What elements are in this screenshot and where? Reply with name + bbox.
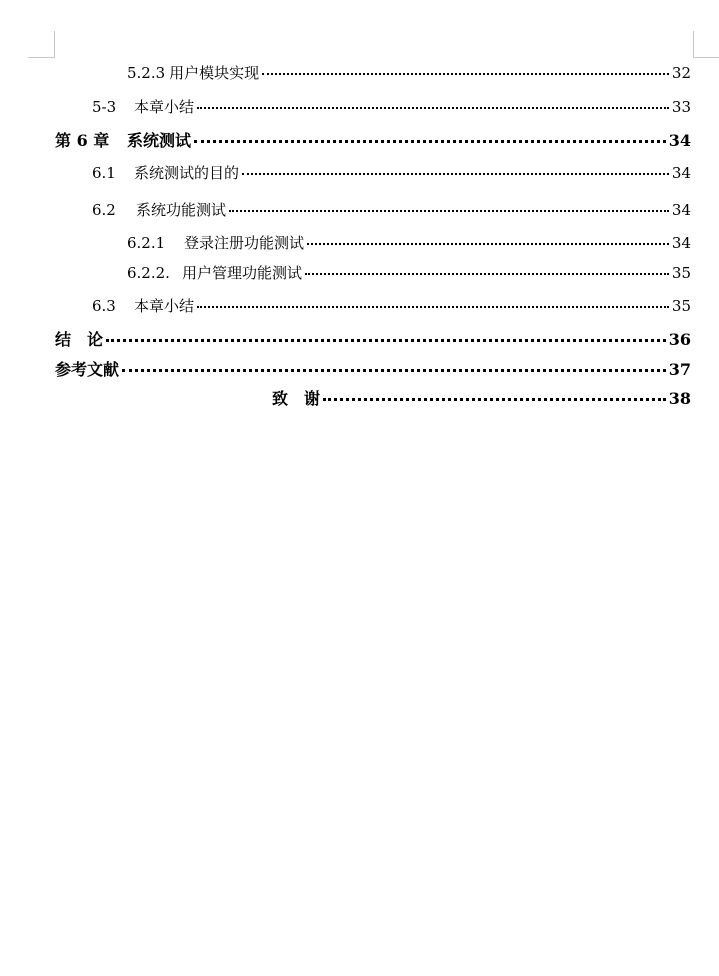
toc-entry-page: 34 [671,164,691,182]
page-corner-mark-top-left [28,31,55,58]
toc-dot-leader [242,173,669,175]
toc-entry-title: 致 谢 [272,389,321,408]
toc-dot-leader [194,140,666,143]
toc-entry-conclusion[interactable] [55,327,691,350]
toc-entry-number: 6.1 [92,164,116,182]
toc-entry-number: 6.2 [92,201,116,219]
toc-entry-number: 6.2.2. [127,264,170,282]
toc-entry-page: 38 [668,389,691,408]
toc-entry-5-2-3[interactable] [127,62,691,83]
toc-entry-6-2-2[interactable] [127,262,691,283]
toc-entry-page: 32 [671,64,691,82]
toc-dot-leader [106,339,666,342]
toc-entry-number: 5-3 [92,98,117,116]
toc-dot-leader [307,243,669,245]
page-corner-mark-top-right [693,31,719,58]
toc-entry-number: 5.2.3 [127,64,166,82]
toc-entry-5-3[interactable] [92,96,691,117]
toc-entry-title: 登录注册功能测试 [184,234,305,252]
toc-entry-number: 6.3 [92,297,116,315]
toc-entry-title: 系统测试的目的 [134,164,240,182]
toc-entry-title: 系统测试 [127,131,192,150]
toc-entry-title: 参考文献 [55,360,120,379]
toc-dot-leader [197,306,669,308]
toc-entry-page: 34 [671,201,691,219]
toc-entry-title: 用户模块实现 [169,64,260,82]
toc-entry-6-1[interactable] [92,162,691,183]
toc-dot-leader [262,73,669,75]
toc-entry-page: 37 [668,360,691,379]
toc-dot-leader [122,369,666,372]
toc-dot-leader [229,210,669,212]
toc-entry-page: 35 [671,264,691,282]
toc-entry-page: 36 [668,330,691,349]
toc-entry-6-2-1[interactable] [127,232,691,253]
toc-entry-title: 本章小结 [134,297,195,315]
toc-entry-title: 结 论 [55,330,104,349]
toc-entry-number: 6.2.1 [127,234,166,252]
toc-entry-page: 34 [668,131,691,150]
toc-dot-leader [197,107,669,109]
toc-entry-chapter-6[interactable] [55,128,691,151]
toc-entry-title: 用户管理功能测试 [182,264,303,282]
toc-dot-leader [305,273,669,275]
toc-entry-title: 本章小结 [134,98,195,116]
toc-entry-number: 第 6 章 [55,131,110,150]
toc-entry-title: 系统功能测试 [136,201,227,219]
toc-dot-leader [323,398,666,401]
toc-entry-page: 33 [671,98,691,116]
toc-entry-page: 34 [671,234,691,252]
toc-entry-6-3[interactable] [92,295,691,316]
toc-entry-page: 35 [671,297,691,315]
toc-entry-references[interactable] [55,357,691,380]
toc-entry-6-2[interactable] [92,199,691,220]
toc-entry-acknowledgements[interactable] [272,386,691,409]
